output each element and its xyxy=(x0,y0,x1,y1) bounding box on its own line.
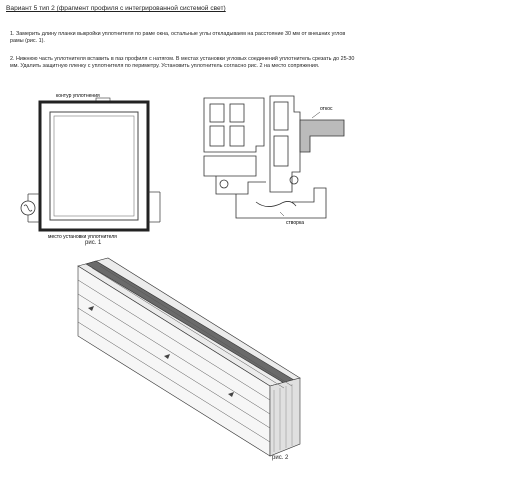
sash-outline xyxy=(270,96,300,192)
figure-1-top-label: контур уплотнения xyxy=(56,93,100,99)
lower-frame xyxy=(204,156,256,176)
gasket-bulb xyxy=(290,176,298,184)
glass-pane xyxy=(54,116,134,216)
outer-frame xyxy=(40,102,148,230)
frame-outline xyxy=(204,98,264,152)
inner-frame xyxy=(50,112,138,220)
chamber xyxy=(230,104,244,122)
figure-1-bottom-label: место установки уплотнителя xyxy=(48,234,117,240)
figure-2-caption: рис. 2 xyxy=(272,455,289,461)
sash-chamber xyxy=(274,136,288,166)
profile-cross-section xyxy=(196,92,356,230)
leader-line xyxy=(312,112,320,118)
chamber xyxy=(210,104,224,122)
gasket xyxy=(256,201,296,206)
page-heading: Вариант 5 тип 2 (фрагмент профиля с интегрированной системой свет) xyxy=(6,5,226,12)
sash-chamber xyxy=(274,102,288,130)
profile-label-top: откос xyxy=(320,106,333,112)
profile-label-bottom: створка xyxy=(286,220,305,226)
profile-end-face xyxy=(270,378,300,456)
sill-section xyxy=(300,120,344,152)
instruction-step-1: 1. Замерить длину планки выкройки уплотнителя по раме окна, остальные углы откладываем на расстояние 30 мм от внешних углов рамы (рис. 1). xyxy=(10,31,346,44)
gasket-bulb xyxy=(220,180,228,188)
figure-1-window-frame xyxy=(8,88,178,240)
instruction-step-2: 2. Нижнюю часть уплотнителя вставить в паз профиля с натягом. В местах установки угловых соединений уплотнитель срезать до 25-30 мм. Удалить защитную пленку с уплотнителя по периметру. Установить уплотнитель согласно рис. 2 на место сопряжения. xyxy=(10,56,355,69)
leader-line xyxy=(280,212,284,216)
figure-1-caption: рис. 1 xyxy=(85,240,102,246)
chamber xyxy=(230,126,244,146)
glazing-bead xyxy=(216,176,266,194)
chamber xyxy=(210,126,224,146)
figure-2-isometric-profile xyxy=(68,256,308,468)
